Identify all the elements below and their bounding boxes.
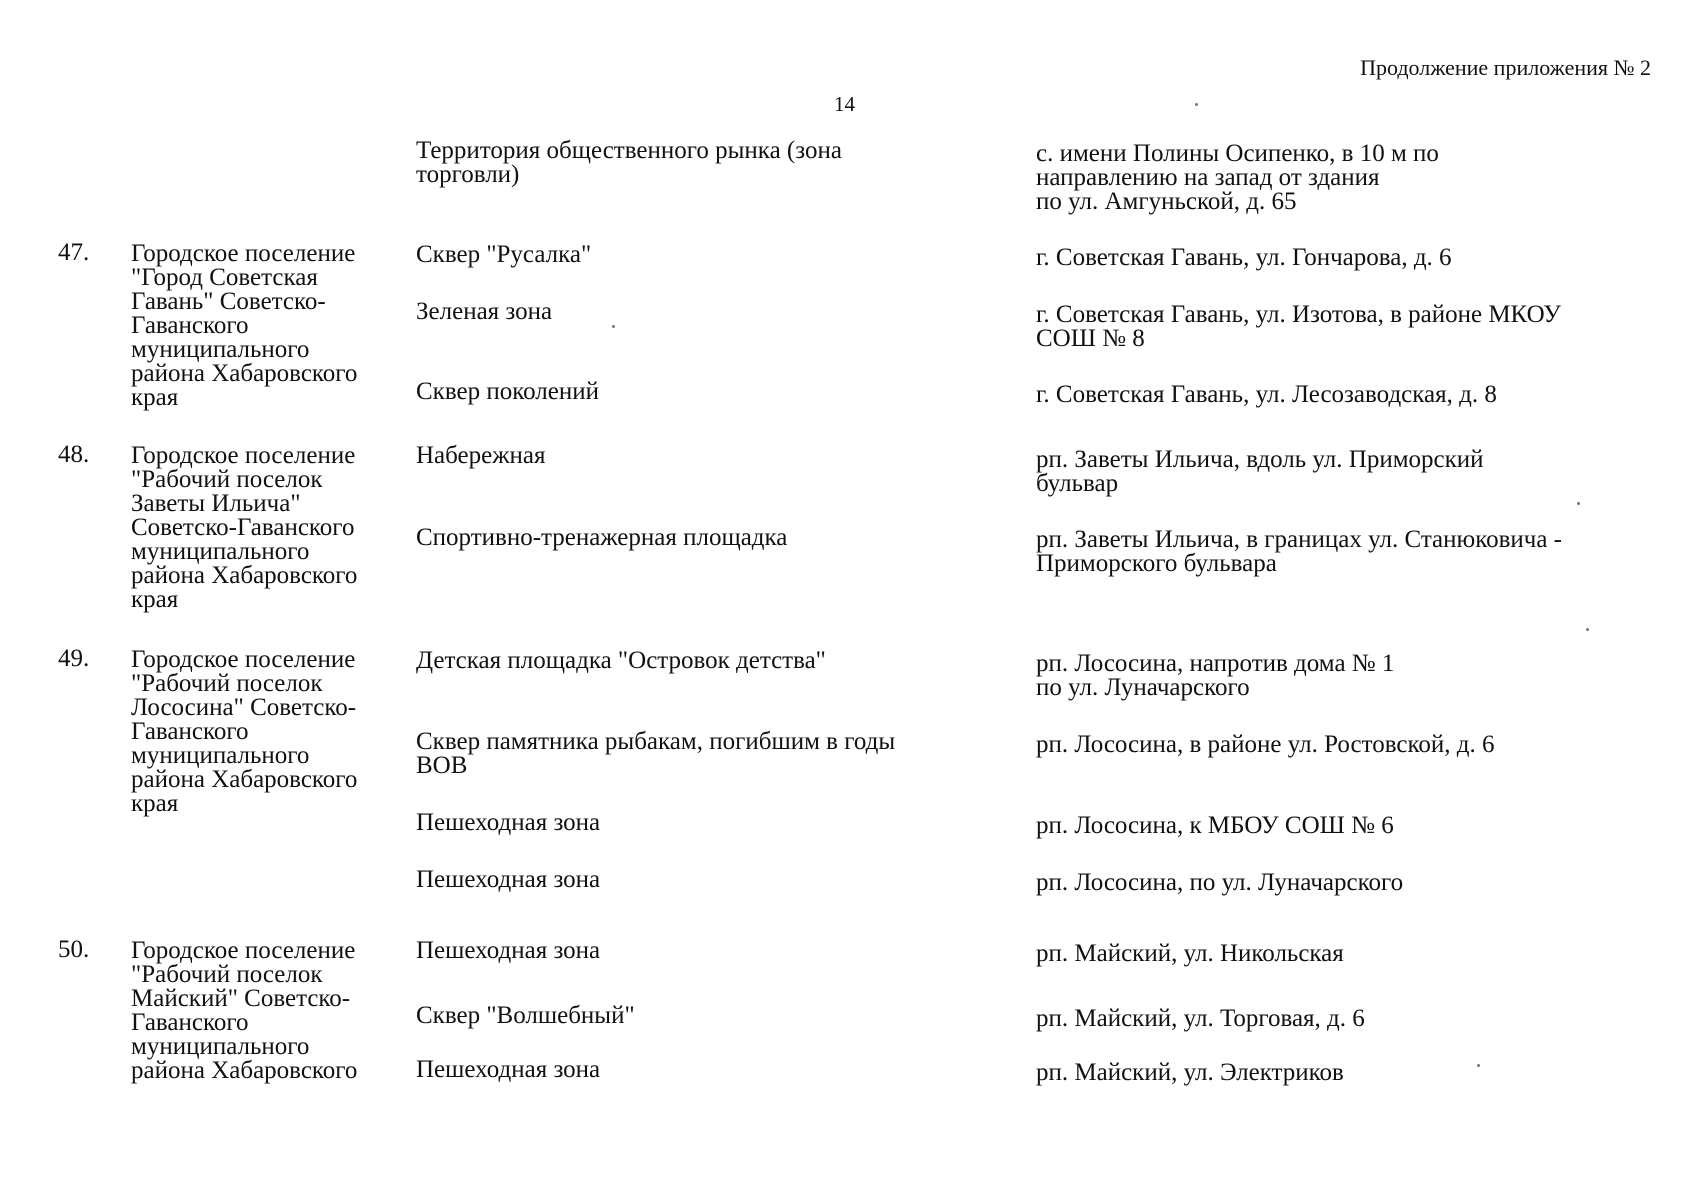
object-address: рп. Лососина, напротив дома № 1 по ул. Луначарского xyxy=(1036,650,1395,701)
municipality-name: Городское поселение "Город Советская Гавань" Советско- Гаванского муниципального района Хабаровского края xyxy=(131,240,358,411)
municipality-name: Городское поселение "Рабочий поселок Майский" Советско- Гаванского муниципального района Хабаровского xyxy=(131,937,358,1084)
scan-speck xyxy=(612,325,615,328)
object-name: Пешеходная зона xyxy=(416,809,601,836)
object-name: Сквер поколений xyxy=(416,378,599,405)
object-name: Детская площадка "Островок детства" xyxy=(416,647,826,674)
object-name: Сквер памятника рыбакам, погибшим в годы ВОВ xyxy=(416,728,896,779)
object-address: рп. Заветы Ильича, в границах ул. Станюковича - Приморского бульвара xyxy=(1036,526,1563,577)
municipality-name: Городское поселение "Рабочий поселок Лососина" Советско- Гаванского муниципального района Хабаровского края xyxy=(131,646,358,817)
row-number: 48. xyxy=(58,441,90,468)
object-address: г. Советская Гавань, ул. Лесозаводская, д. 8 xyxy=(1036,381,1497,408)
object-address: рп. Майский, ул. Никольская xyxy=(1036,940,1344,967)
object-address: г. Советская Гавань, ул. Изотова, в районе МКОУ СОШ № 8 xyxy=(1036,301,1561,352)
carryover-object: Территория общественного рынка (зона торговли) xyxy=(416,137,842,188)
scan-speck xyxy=(1577,502,1580,505)
object-address: рп. Лососина, по ул. Луначарского xyxy=(1036,869,1404,896)
object-name: Зеленая зона xyxy=(416,298,553,325)
page-number: 14 xyxy=(834,92,855,116)
object-address: рп. Заветы Ильича, вдоль ул. Приморский бульвар xyxy=(1036,446,1484,497)
object-name: Сквер "Русалка" xyxy=(416,241,592,268)
row-number: 49. xyxy=(58,645,90,672)
object-name: Сквер "Волшебный" xyxy=(416,1002,635,1029)
object-name: Пешеходная зона xyxy=(416,1056,601,1083)
object-address: г. Советская Гавань, ул. Гончарова, д. 6 xyxy=(1036,244,1452,271)
scan-speck xyxy=(1586,628,1589,631)
row-number: 50. xyxy=(58,936,90,963)
carryover-address: с. имени Полины Осипенко, в 10 м по направлению на запад от здания по ул. Амгуньской, д. 65 xyxy=(1036,140,1439,215)
object-name: Спортивно-тренажерная площадка xyxy=(416,524,788,551)
object-address: рп. Майский, ул. Торговая, д. 6 xyxy=(1036,1005,1365,1032)
row-number: 47. xyxy=(58,239,90,266)
object-address: рп. Майский, ул. Электриков xyxy=(1036,1059,1344,1086)
scan-speck xyxy=(1477,1064,1480,1067)
object-address: рп. Лососина, к МБОУ СОШ № 6 xyxy=(1036,812,1394,839)
object-name: Набережная xyxy=(416,442,546,469)
object-address: рп. Лососина, в районе ул. Ростовской, д. 6 xyxy=(1036,731,1495,758)
scan-speck xyxy=(1195,103,1198,106)
appendix-continuation-note: Продолжение приложения № 2 xyxy=(1360,55,1651,80)
object-name: Пешеходная зона xyxy=(416,866,601,893)
municipality-name: Городское поселение "Рабочий поселок Заветы Ильича" Советско-Гаванского муниципального района Хабаровского края xyxy=(131,442,358,613)
object-name: Пешеходная зона xyxy=(416,937,601,964)
